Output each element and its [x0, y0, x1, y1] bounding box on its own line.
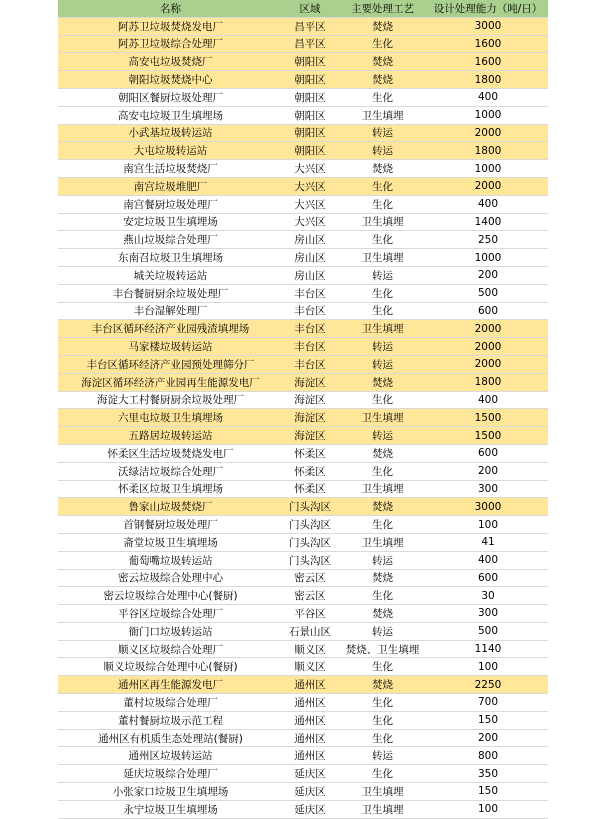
cell-capacity: 200	[428, 462, 548, 480]
cell-process: 生化	[337, 391, 428, 409]
cell-name: 怀柔区垃圾卫生填埋场	[58, 480, 283, 498]
cell-process: 生化	[337, 231, 428, 249]
table-row	[58, 124, 548, 142]
cell-capacity: 1600	[428, 35, 548, 53]
cell-name: 马家楼垃圾转运站	[58, 338, 283, 356]
cell-capacity: 2000	[428, 355, 548, 373]
cell-capacity: 350	[428, 765, 548, 783]
cell-name: 朝阳区餐厨垃圾处理厂	[58, 88, 283, 106]
cell-area: 房山区	[283, 266, 337, 284]
cell-process: 卫生填埋	[337, 533, 428, 551]
cell-area: 大兴区	[283, 160, 337, 178]
cell-process: 生化	[337, 765, 428, 783]
table-row	[58, 444, 548, 462]
cell-name: 阿苏卫垃圾综合处理厂	[58, 35, 283, 53]
cell-process: 生化	[337, 729, 428, 747]
cell-area: 通州区	[283, 747, 337, 765]
cell-area: 海淀区	[283, 373, 337, 391]
cell-area: 朝阳区	[283, 71, 337, 89]
cell-area: 昌平区	[283, 35, 337, 53]
cell-area: 朝阳区	[283, 88, 337, 106]
cell-process: 生化	[337, 587, 428, 605]
cell-capacity: 1600	[428, 53, 548, 71]
cell-process: 生化	[337, 711, 428, 729]
cell-capacity: 1800	[428, 373, 548, 391]
cell-area: 密云区	[283, 587, 337, 605]
cell-name: 密云垃圾综合处理中心(餐厨)	[58, 587, 283, 605]
table-row	[58, 409, 548, 427]
table-row	[58, 302, 548, 320]
cell-capacity: 150	[428, 783, 548, 801]
cell-name: 高安屯垃圾焚烧厂	[58, 53, 283, 71]
cell-process: 生化	[337, 177, 428, 195]
cell-area: 朝阳区	[283, 53, 337, 71]
cell-name: 怀柔区生活垃圾焚烧发电厂	[58, 444, 283, 462]
cell-process: 卫生填埋	[337, 106, 428, 124]
table-row	[58, 516, 548, 534]
cell-name: 南宫垃圾堆肥厂	[58, 177, 283, 195]
cell-area: 朝阳区	[283, 106, 337, 124]
cell-name: 南宫餐厨垃圾处理厂	[58, 195, 283, 213]
cell-area: 丰台区	[283, 320, 337, 338]
cell-capacity: 100	[428, 658, 548, 676]
cell-capacity: 1500	[428, 427, 548, 445]
table-row	[58, 35, 548, 53]
cell-area: 延庆区	[283, 765, 337, 783]
cell-name: 朝阳垃圾焚烧中心	[58, 71, 283, 89]
cell-name: 永宁垃圾卫生填埋场	[58, 800, 283, 818]
cell-name: 葡萄嘴垃圾转运站	[58, 551, 283, 569]
table-row	[58, 622, 548, 640]
cell-name: 通州区有机质生态处理站(餐厨)	[58, 729, 283, 747]
cell-name: 六里屯垃圾卫生填埋场	[58, 409, 283, 427]
table-row	[58, 427, 548, 445]
cell-capacity: 2000	[428, 124, 548, 142]
cell-area: 怀柔区	[283, 462, 337, 480]
cell-process: 生化	[337, 195, 428, 213]
cell-process: 卫生填埋	[337, 320, 428, 338]
cell-name: 燕山垃圾综合处理厂	[58, 231, 283, 249]
table-row	[58, 391, 548, 409]
cell-process: 卫生填埋	[337, 213, 428, 231]
cell-capacity: 1800	[428, 142, 548, 160]
cell-capacity: 1500	[428, 409, 548, 427]
table-row	[58, 694, 548, 712]
cell-area: 朝阳区	[283, 124, 337, 142]
cell-area: 房山区	[283, 249, 337, 267]
cell-name: 沃绿洁垃圾综合处理厂	[58, 462, 283, 480]
cell-name: 东南召垃圾卫生填埋场	[58, 249, 283, 267]
cell-area: 朝阳区	[283, 142, 337, 160]
cell-area: 通州区	[283, 711, 337, 729]
cell-name: 大屯垃圾转运站	[58, 142, 283, 160]
table-row	[58, 231, 548, 249]
cell-process: 转运	[337, 338, 428, 356]
cell-name: 斋堂垃圾卫生填埋场	[58, 533, 283, 551]
cell-area: 通州区	[283, 694, 337, 712]
cell-process: 生化	[337, 658, 428, 676]
cell-process: 焚烧	[337, 373, 428, 391]
cell-process: 转运	[337, 551, 428, 569]
cell-capacity: 400	[428, 391, 548, 409]
table-row	[58, 498, 548, 516]
table-row	[58, 53, 548, 71]
cell-capacity: 800	[428, 747, 548, 765]
table-row	[58, 605, 548, 623]
table-row	[58, 551, 548, 569]
cell-area: 大兴区	[283, 213, 337, 231]
cell-name: 首钢餐厨垃圾处理厂	[58, 516, 283, 534]
facility-table	[58, 0, 548, 819]
cell-capacity: 1800	[428, 71, 548, 89]
table-row	[58, 320, 548, 338]
cell-capacity: 2000	[428, 320, 548, 338]
cell-process: 生化	[337, 694, 428, 712]
cell-capacity: 150	[428, 711, 548, 729]
cell-area: 丰台区	[283, 284, 337, 302]
cell-area: 顺义区	[283, 640, 337, 658]
header-area: 区域	[283, 0, 337, 17]
cell-process: 焚烧、卫生填埋	[337, 640, 428, 658]
cell-area: 门头沟区	[283, 498, 337, 516]
cell-process: 卫生填埋	[337, 409, 428, 427]
cell-capacity: 300	[428, 605, 548, 623]
cell-name: 衙门口垃圾转运站	[58, 622, 283, 640]
cell-capacity: 1000	[428, 249, 548, 267]
table-row	[58, 195, 548, 213]
cell-name: 平谷区垃圾综合处理厂	[58, 605, 283, 623]
cell-capacity: 1000	[428, 106, 548, 124]
cell-process: 卫生填埋	[337, 249, 428, 267]
cell-capacity: 600	[428, 569, 548, 587]
cell-name: 海淀大工村餐厨厨余垃圾处理厂	[58, 391, 283, 409]
cell-capacity: 2000	[428, 177, 548, 195]
cell-name: 董村垃圾综合处理厂	[58, 694, 283, 712]
cell-process: 生化	[337, 516, 428, 534]
cell-area: 海淀区	[283, 427, 337, 445]
table-row	[58, 729, 548, 747]
table-row	[58, 783, 548, 801]
cell-capacity: 250	[428, 231, 548, 249]
cell-capacity: 400	[428, 88, 548, 106]
table-body	[58, 17, 548, 818]
header-capacity: 设计处理能力（吨/日）	[428, 0, 548, 17]
cell-capacity: 2250	[428, 676, 548, 694]
cell-capacity: 600	[428, 302, 548, 320]
cell-capacity: 3000	[428, 498, 548, 516]
header-row	[58, 0, 548, 17]
cell-capacity: 3000	[428, 17, 548, 35]
cell-process: 焚烧	[337, 160, 428, 178]
table-row	[58, 765, 548, 783]
cell-capacity: 30	[428, 587, 548, 605]
cell-name: 阿苏卫垃圾焚烧发电厂	[58, 17, 283, 35]
cell-name: 通州区再生能源发电厂	[58, 676, 283, 694]
cell-name: 五路居垃圾转运站	[58, 427, 283, 445]
cell-area: 房山区	[283, 231, 337, 249]
table-row	[58, 569, 548, 587]
table-row	[58, 177, 548, 195]
cell-name: 顺义区垃圾综合处理厂	[58, 640, 283, 658]
table-row	[58, 160, 548, 178]
cell-process: 卫生填埋	[337, 480, 428, 498]
cell-process: 生化	[337, 302, 428, 320]
cell-capacity: 700	[428, 694, 548, 712]
cell-area: 大兴区	[283, 177, 337, 195]
cell-name: 鲁家山垃圾焚烧厂	[58, 498, 283, 516]
cell-area: 密云区	[283, 569, 337, 587]
cell-process: 焚烧	[337, 444, 428, 462]
cell-area: 丰台区	[283, 302, 337, 320]
cell-process: 卫生填埋	[337, 800, 428, 818]
cell-process: 转运	[337, 142, 428, 160]
cell-capacity: 500	[428, 622, 548, 640]
cell-process: 生化	[337, 35, 428, 53]
cell-process: 转运	[337, 622, 428, 640]
table-row	[58, 355, 548, 373]
cell-name: 丰台餐厨厨余垃圾处理厂	[58, 284, 283, 302]
cell-capacity: 1000	[428, 160, 548, 178]
cell-capacity: 200	[428, 266, 548, 284]
cell-area: 丰台区	[283, 338, 337, 356]
cell-area: 怀柔区	[283, 480, 337, 498]
cell-area: 昌平区	[283, 17, 337, 35]
cell-area: 顺义区	[283, 658, 337, 676]
cell-capacity: 41	[428, 533, 548, 551]
cell-name: 小武基垃圾转运站	[58, 124, 283, 142]
cell-process: 焚烧	[337, 53, 428, 71]
cell-name: 城关垃圾转运站	[58, 266, 283, 284]
cell-capacity: 1400	[428, 213, 548, 231]
cell-name: 密云垃圾综合处理中心	[58, 569, 283, 587]
cell-area: 延庆区	[283, 783, 337, 801]
table-row	[58, 142, 548, 160]
cell-capacity: 400	[428, 195, 548, 213]
cell-name: 海淀区循环经济产业园再生能源发电厂	[58, 373, 283, 391]
cell-process: 生化	[337, 88, 428, 106]
cell-process: 焚烧	[337, 17, 428, 35]
cell-area: 怀柔区	[283, 444, 337, 462]
cell-capacity: 1140	[428, 640, 548, 658]
table-row	[58, 213, 548, 231]
table-row	[58, 338, 548, 356]
table-row	[58, 676, 548, 694]
table-row	[58, 587, 548, 605]
table-row	[58, 462, 548, 480]
cell-name: 小张家口垃圾卫生填埋场	[58, 783, 283, 801]
cell-name: 通州区垃圾转运站	[58, 747, 283, 765]
table-row	[58, 658, 548, 676]
cell-capacity: 500	[428, 284, 548, 302]
cell-process: 转运	[337, 747, 428, 765]
cell-capacity: 2000	[428, 338, 548, 356]
cell-capacity: 200	[428, 729, 548, 747]
cell-name: 丰台湿解处理厂	[58, 302, 283, 320]
cell-capacity: 400	[428, 551, 548, 569]
cell-area: 门头沟区	[283, 533, 337, 551]
table-row	[58, 106, 548, 124]
table-row	[58, 747, 548, 765]
cell-capacity: 100	[428, 516, 548, 534]
header-name: 名称	[58, 0, 283, 17]
cell-name: 董村餐厨垃圾示范工程	[58, 711, 283, 729]
table-row	[58, 640, 548, 658]
cell-capacity: 100	[428, 800, 548, 818]
cell-process: 焚烧	[337, 569, 428, 587]
table-row	[58, 800, 548, 818]
cell-area: 延庆区	[283, 800, 337, 818]
cell-process: 焚烧	[337, 71, 428, 89]
table-row	[58, 284, 548, 302]
cell-process: 转运	[337, 427, 428, 445]
cell-process: 焚烧	[337, 498, 428, 516]
cell-area: 海淀区	[283, 391, 337, 409]
cell-name: 丰台区循环经济产业园残渣填埋场	[58, 320, 283, 338]
table-row	[58, 249, 548, 267]
cell-name: 顺义垃圾综合处理中心(餐厨)	[58, 658, 283, 676]
cell-area: 通州区	[283, 676, 337, 694]
cell-process: 焚烧	[337, 605, 428, 623]
table-row	[58, 266, 548, 284]
table-row	[58, 71, 548, 89]
cell-area: 石景山区	[283, 622, 337, 640]
table-row	[58, 711, 548, 729]
cell-capacity: 300	[428, 480, 548, 498]
cell-area: 平谷区	[283, 605, 337, 623]
cell-name: 高安屯垃圾卫生填埋场	[58, 106, 283, 124]
cell-area: 海淀区	[283, 409, 337, 427]
cell-name: 丰台区循环经济产业园预处理筛分厂	[58, 355, 283, 373]
cell-process: 生化	[337, 284, 428, 302]
cell-process: 转运	[337, 266, 428, 284]
table-row	[58, 533, 548, 551]
cell-name: 南宫生活垃圾焚烧厂	[58, 160, 283, 178]
cell-area: 门头沟区	[283, 516, 337, 534]
cell-process: 焚烧	[337, 676, 428, 694]
cell-area: 通州区	[283, 729, 337, 747]
cell-process: 转运	[337, 355, 428, 373]
cell-process: 生化	[337, 462, 428, 480]
cell-process: 转运	[337, 124, 428, 142]
table-row	[58, 17, 548, 35]
cell-area: 大兴区	[283, 195, 337, 213]
table-row	[58, 88, 548, 106]
cell-process: 卫生填埋	[337, 783, 428, 801]
header-process: 主要处理工艺	[337, 0, 428, 17]
cell-capacity: 600	[428, 444, 548, 462]
cell-area: 门头沟区	[283, 551, 337, 569]
cell-name: 延庆垃圾综合处理厂	[58, 765, 283, 783]
cell-name: 安定垃圾卫生填埋场	[58, 213, 283, 231]
cell-area: 丰台区	[283, 355, 337, 373]
table-row	[58, 373, 548, 391]
table-row	[58, 480, 548, 498]
